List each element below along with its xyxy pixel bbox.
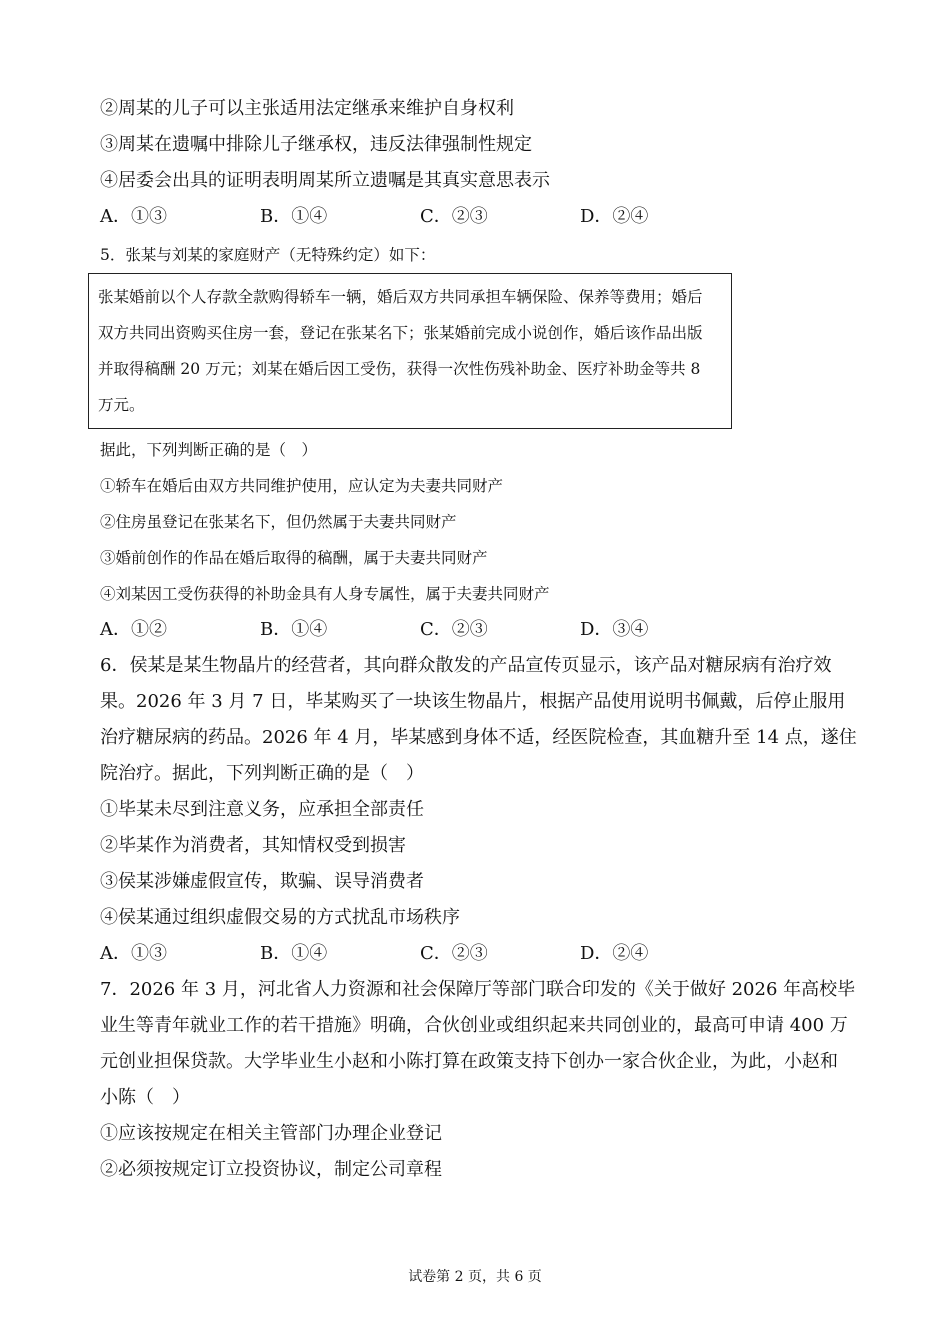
q6-option-1: ①毕某未尽到注意义务，应承担全部责任 xyxy=(100,799,424,820)
q5-option-4: ④刘某因工受伤获得的补助金具有人身专属性，属于夫妻共同财产 xyxy=(100,585,550,603)
q6-choice-b: B．①④ xyxy=(260,943,328,964)
q4-option-4: ④居委会出具的证明表明周某所立遗嘱是其真实意思表示 xyxy=(100,170,550,191)
q6-stem-line: 院治疗。据此，下列判断正确的是（ ） xyxy=(100,763,424,784)
q4-choice-d: D．②④ xyxy=(580,206,649,227)
q6-option-4: ④侯某通过组织虚假交易的方式扰乱市场秩序 xyxy=(100,907,460,928)
q5-option-3: ③婚前创作的作品在婚后取得的稿酬，属于夫妻共同财产 xyxy=(100,549,488,567)
q6-choice-c: C．②③ xyxy=(420,943,488,964)
q6-stem-line: 果。2026 年 3 月 7 日，毕某购买了一块该生物晶片，根据产品使用说明书佩戴，后停止服用 xyxy=(100,691,846,712)
q5-stem: 5．张某与刘某的家庭财产（无特殊约定）如下： xyxy=(100,246,436,264)
q4-option-2: ②周某的儿子可以主张适用法定继承来维护自身权利 xyxy=(100,98,514,119)
q5-choice-b: B．①④ xyxy=(260,619,328,640)
q7-option-2: ②必须按规定订立投资协议，制定公司章程 xyxy=(100,1159,442,1180)
q6-stem-line: 6．侯某是某生物晶片的经营者，其向群众散发的产品宣传页显示，该产品对糖尿病有治疗效 xyxy=(100,655,832,676)
q5-choice-a: A．①② xyxy=(100,619,167,640)
q5-option-1: ①轿车在婚后由双方共同维护使用，应认定为夫妻共同财产 xyxy=(100,477,504,495)
q5-question: 据此，下列判断正确的是（ ） xyxy=(100,441,318,459)
q5-option-2: ②住房虽登记在张某名下，但仍然属于夫妻共同财产 xyxy=(100,513,457,531)
q7-stem-line: 元创业担保贷款。大学毕业生小赵和小陈打算在政策支持下创办一家合伙企业，为此，小赵和 xyxy=(100,1051,838,1072)
q5-material-line: 并取得稿酬 20 万元；刘某在婚后因工受伤，获得一次性伤残补助金、医疗补助金等共 8 xyxy=(98,360,701,378)
q6-choice-a: A．①③ xyxy=(100,943,167,964)
q5-material-line: 双方共同出资购买住房一套，登记在张某名下；张某婚前完成小说创作，婚后该作品出版 xyxy=(98,324,703,342)
q7-stem-line: 小陈（ ） xyxy=(100,1087,190,1108)
q7-stem-line: 7．2026 年 3 月，河北省人力资源和社会保障厅等部门联合印发的《关于做好 2026 年高校毕 xyxy=(100,979,856,1000)
q4-choice-c: C．②③ xyxy=(420,206,488,227)
q6-choice-d: D．②④ xyxy=(580,943,649,964)
q7-stem-line: 业生等青年就业工作的若干措施》明确，合伙创业或组织起来共同创业的，最高可申请 400 万 xyxy=(100,1015,848,1036)
q6-option-3: ③侯某涉嫌虚假宣传，欺骗、误导消费者 xyxy=(100,871,424,892)
q6-stem-line: 治疗糖尿病的药品。2026 年 4 月，毕某感到身体不适，经医院检查，其血糖升至 14 点，遂住 xyxy=(100,727,857,748)
q4-option-3: ③周某在遗嘱中排除儿子继承权，违反法律强制性规定 xyxy=(100,134,532,155)
q5-choice-c: C．②③ xyxy=(420,619,488,640)
q5-choice-d: D．③④ xyxy=(580,619,649,640)
q6-option-2: ②毕某作为消费者，其知情权受到损害 xyxy=(100,835,406,856)
q4-choice-b: B．①④ xyxy=(260,206,328,227)
page-footer: 试卷第 2 页，共 6 页 xyxy=(408,1269,542,1285)
q7-option-1: ①应该按规定在相关主管部门办理企业登记 xyxy=(100,1123,442,1144)
q5-material-line: 张某婚前以个人存款全款购得轿车一辆，婚后双方共同承担车辆保险、保养等费用；婚后 xyxy=(98,288,703,306)
q4-choice-a: A．①③ xyxy=(100,206,167,227)
q5-material-line: 万元。 xyxy=(98,396,145,414)
